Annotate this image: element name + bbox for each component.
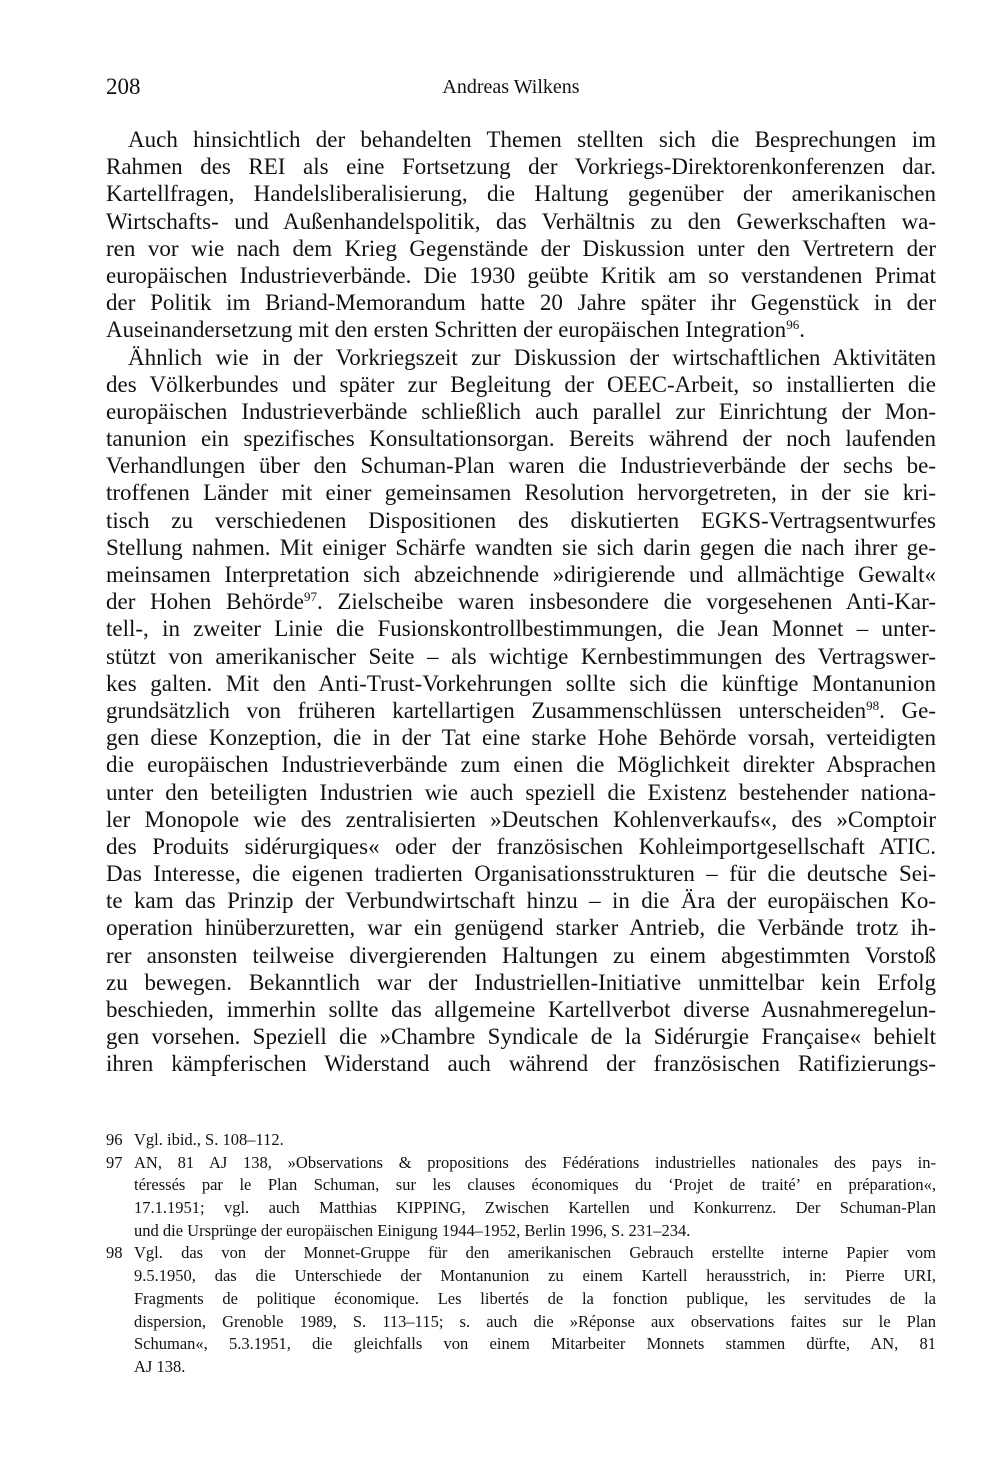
text-line — [106, 316, 936, 343]
body-text — [106, 126, 936, 1078]
line-text: kes galten. Mit den Anti-Trust-Vorkehrungen sollte sich die künftige Montanunion — [106, 670, 936, 696]
text-line — [106, 534, 936, 561]
text-line — [106, 1023, 936, 1050]
footnote-line — [106, 1152, 936, 1175]
line-text: Auch hinsichtlich der behandelten Themen stellten sich die Besprechungen im — [128, 127, 936, 152]
text-line — [106, 615, 936, 642]
footnote-text: 17.1.1951; vgl. auch Matthias KIPPING, Zwischen Kartellen und Konkurrenz. Der Schuman-Plan — [134, 1198, 936, 1218]
line-text: zu bewegen. Bekanntlich war der Industriellen-Initiative unmittelbar kein Erfolg — [106, 969, 936, 995]
line-text: tell-, in zweiter Linie die Fusionskontrollbestimmungen, die Jean Monnet – unter- — [106, 616, 936, 642]
page-header — [106, 74, 916, 104]
line-text: tanunion ein spezifisches Konsultationsorgan. Bereits während der noch laufenden — [106, 426, 936, 452]
line-text: rer ansonsten teilweise divergierenden Haltungen zu einem abgestimmten Vorstoß — [106, 942, 936, 968]
line-text: des Produits sidérurgiques« oder der französischen Kohleimportgesellschaft ATIC. — [106, 833, 936, 859]
footnote-line — [106, 1265, 936, 1288]
line-text: grundsätzlich von früheren kartellartigen Zusammenschlüssen unterscheiden — [106, 697, 867, 723]
line-text: Das Interesse, die eigenen tradierten Organisationsstrukturen – für die deutsche Sei- — [106, 861, 936, 887]
text-line — [106, 180, 936, 207]
footnote-text: Fragments de politique économique. Les libertés de la fonction publique, les servitudes de la — [134, 1288, 936, 1308]
text-line — [106, 914, 936, 941]
line-text-after: . Ge- — [879, 697, 936, 723]
page-number: 208 — [106, 74, 141, 99]
line-text: Kartellfragen, Handelsliberalisierung, die Haltung gegenüber der amerikanischen — [106, 181, 936, 207]
text-line — [106, 643, 936, 670]
line-text: troffenen Länder mit einer gemeinsamen Resolution hervorgetreten, in der sie kri- — [106, 480, 936, 506]
footnote-marker: 98 — [866, 697, 880, 713]
footnote-line — [106, 1311, 936, 1334]
text-line — [106, 507, 936, 534]
footnote-97 — [106, 1152, 936, 1243]
running-head: Andreas Wilkens — [442, 76, 580, 98]
text-line — [106, 996, 936, 1023]
line-text: der Hohen Behörde — [106, 589, 304, 615]
text-line — [106, 887, 936, 914]
text-line — [106, 344, 936, 371]
text-line — [106, 670, 936, 697]
line-text: operation hinüberzuretten, war ein genügend starker Antrieb, die Verbände trotz ih- — [106, 915, 936, 941]
footnote-text: 9.5.1950, das die Unterschiede der Montanunion zu einem Kartell herausstrich, in: Pierre URI, — [134, 1266, 936, 1286]
line-text: unter den beteiligten Industrien wie auch speziell die Existenz bestehender nationa- — [106, 779, 936, 805]
line-text: stützt von amerikanischer Seite – als wichtige Kernbestimmungen des Vertragswer- — [106, 643, 936, 669]
text-line — [106, 942, 936, 969]
footnote-text: téressés par le Plan Schuman, sur les clauses économiques du ‘Projet de traité’ en préparation«, — [134, 1175, 936, 1195]
text-line — [106, 262, 936, 289]
text-line — [106, 969, 936, 996]
text-line — [106, 452, 936, 479]
text-line — [106, 425, 936, 452]
line-text: gen diese Konzeption, die in der Tat eine starke Hohe Behörde vorsah, verteidigten — [106, 725, 936, 751]
line-text: Stellung nahmen. Mit einiger Schärfe wandten sie sich darin gegen die nach ihrer ge- — [106, 534, 936, 560]
text-line — [106, 371, 936, 398]
footnote-number: 98 — [106, 1243, 123, 1263]
line-text: Wirtschafts- und Außenhandelspolitik, das Verhältnis zu den Gewerkschaften wa- — [106, 208, 936, 234]
line-text: der Politik im Briand-Memorandum hatte 20 Jahre später ihr Gegenstück in der — [106, 290, 936, 316]
footnote-number: 96 — [106, 1130, 123, 1149]
line-text: ihren kämpferischen Widerstand auch während der französischen Ratifizierungs- — [106, 1051, 936, 1077]
line-text-after: . Zielscheibe waren insbesondere die vorgesehenen Anti-Kar- — [316, 589, 936, 615]
footnote-line — [106, 1242, 936, 1265]
footnote-number: 97 — [106, 1152, 123, 1172]
line-text: die europäischen Industrieverbände zum einen die Möglichkeit direkter Absprachen — [106, 752, 936, 778]
line-text: meinsamen Interpretation sich abzeichnende »dirigierende und allmächtige Gewalt« — [106, 562, 936, 587]
line-text: europäischen Industrieverbände schließlich auch parallel zur Einrichtung der Mon- — [106, 398, 936, 424]
text-line — [106, 751, 936, 778]
text-line — [106, 697, 936, 724]
footnote-96 — [106, 1129, 936, 1152]
line-text: des Völkerbundes und später zur Begleitung der OEEC-Arbeit, so installierten die — [106, 371, 936, 397]
footnote-98 — [106, 1242, 936, 1378]
text-line — [106, 153, 936, 180]
text-line — [106, 235, 936, 262]
footnote-line — [106, 1197, 936, 1220]
footnote-line — [106, 1129, 936, 1152]
footnote-text: AJ 138. — [134, 1356, 186, 1376]
line-text: ren vor wie nach dem Krieg Gegenstände der Diskussion unter den Vertretern der — [106, 235, 936, 261]
footnote-marker: 97 — [303, 589, 317, 605]
line-text: Verhandlungen über den Schuman-Plan waren die Industrieverbände der sechs be- — [106, 453, 936, 479]
text-line — [106, 208, 936, 235]
footnote-text: und die Ursprünge der europäischen Einigung 1944–1952, Berlin 1996, S. 231–234. — [134, 1220, 691, 1240]
text-line — [106, 806, 936, 833]
text-line — [106, 479, 936, 506]
footnote-text: dispersion, Grenoble 1989, S. 113–115; s. auch die »Réponse aux observations faites sur le Plan — [134, 1311, 936, 1331]
text-line — [106, 724, 936, 751]
text-line — [106, 1050, 936, 1077]
line-text-after: . — [799, 317, 805, 343]
footnote-line — [106, 1333, 936, 1356]
line-text: tisch zu verschiedenen Dispositionen des diskutierten EGKS-Vertragsentwurfes — [106, 507, 936, 533]
text-line — [106, 833, 936, 860]
line-text: beschieden, immerhin sollte das allgemeine Kartellverbot diverse Ausnahmeregelun- — [106, 997, 936, 1022]
line-text: europäischen Industrieverbände. Die 1930 geübte Kritik am so verstandenen Primat — [106, 262, 936, 288]
text-line — [106, 860, 936, 887]
line-text: ler Monopole wie des zentralisierten »Deutschen Kohlenverkaufs«, des »Comptoir — [106, 806, 936, 832]
line-text: te kam das Prinzip der Verbundwirtschaft hinzu – in die Ära der europäischen Ko- — [106, 888, 936, 914]
text-line — [106, 126, 936, 153]
text-line — [106, 561, 936, 588]
footnote-marker: 96 — [786, 317, 800, 333]
text-line — [106, 398, 936, 425]
text-line — [106, 779, 936, 806]
line-text: gen vorsehen. Speziell die »Chambre Syndicale de la Sidérurgie Française« behielt — [106, 1024, 936, 1050]
footnote-text: Schuman«, 5.3.1951, die gleichfalls von einem Mitarbeiter Monnets stammen dürfte, AN, 81 — [134, 1334, 936, 1354]
footnote-text: AN, 81 AJ 138, »Observations & propositions des Fédérations industrielles nationales des pays in- — [134, 1152, 936, 1172]
text-line — [106, 289, 936, 316]
footnote-text: Vgl. das von der Monnet-Gruppe für den amerikanischen Gebrauch erstellte interne Papier vom — [134, 1243, 936, 1263]
line-text: Auseinandersetzung mit den ersten Schritten der europäischen Integration — [106, 317, 787, 343]
footnote-line — [106, 1288, 936, 1311]
line-text: Rahmen des REI als eine Fortsetzung der Vorkriegs-Direktorenkonferenzen dar. — [106, 154, 936, 180]
footnotes — [106, 1129, 936, 1379]
footnote-line — [106, 1220, 936, 1243]
footnote-text: Vgl. ibid., S. 108–112. — [134, 1130, 284, 1149]
text-line — [106, 588, 936, 615]
line-text: Ähnlich wie in der Vorkriegszeit zur Diskussion der wirtschaftlichen Aktivitäten — [128, 344, 936, 370]
footnote-line — [106, 1356, 936, 1379]
footnote-line — [106, 1174, 936, 1197]
